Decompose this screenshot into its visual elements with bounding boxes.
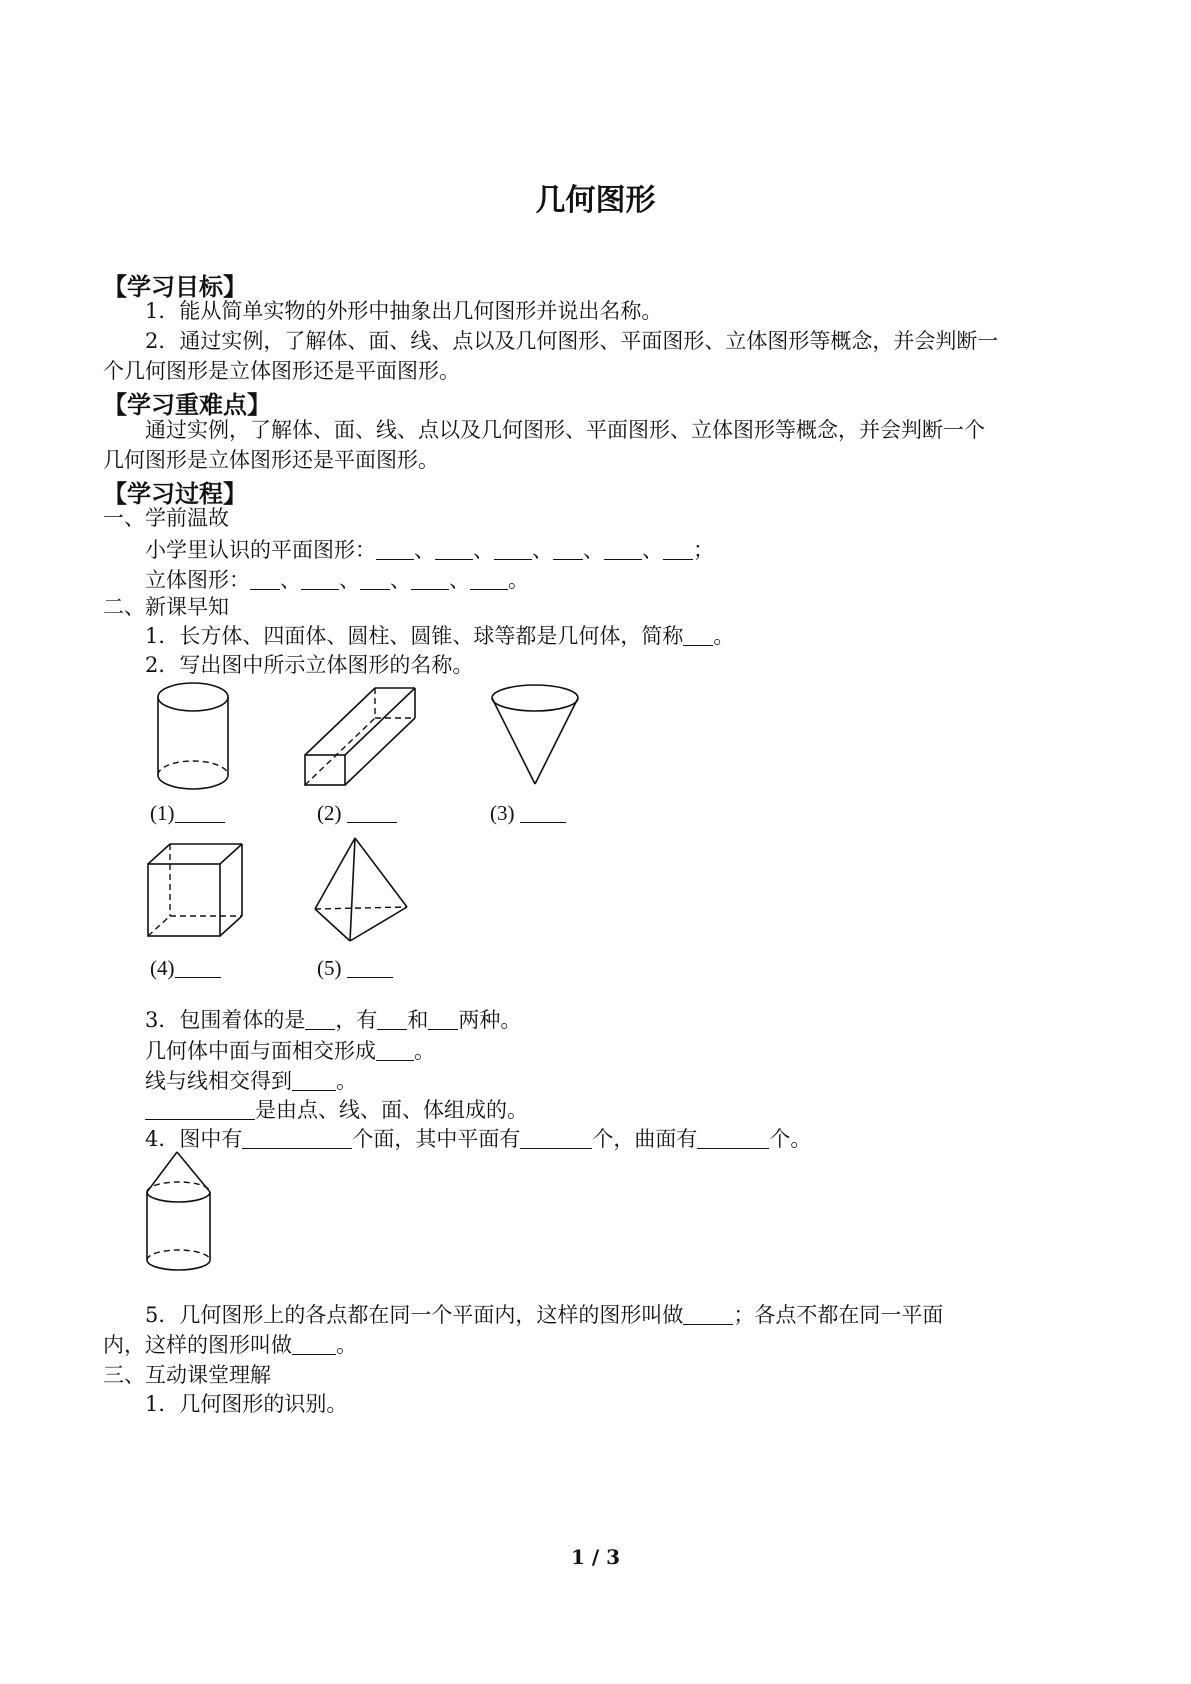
answer-blank[interactable] bbox=[683, 625, 713, 646]
answer-blank[interactable] bbox=[470, 569, 508, 590]
answer-blank[interactable] bbox=[376, 1040, 414, 1061]
plane-shapes-prefix: 小学里认识的平面图形： bbox=[145, 538, 376, 562]
figure-label-5: (5) bbox=[317, 953, 393, 983]
question-3: 3．包围着体的是 ，有 和 两种。 bbox=[145, 1008, 522, 1032]
plane-shapes-line: 小学里认识的平面图形： 、 、 、 、 、 ； bbox=[145, 538, 714, 562]
answer-blank[interactable] bbox=[242, 1128, 352, 1149]
answer-blank[interactable] bbox=[292, 1334, 336, 1355]
answer-blank[interactable] bbox=[360, 569, 390, 590]
process-heading: 【学习过程】 bbox=[103, 479, 247, 508]
page-number: 1 / 3 bbox=[570, 1545, 621, 1569]
answer-blank[interactable] bbox=[411, 569, 449, 590]
answer-blank[interactable] bbox=[301, 569, 339, 590]
tetrahedron-figure bbox=[310, 835, 410, 945]
cone-figure bbox=[490, 682, 585, 792]
answer-blank[interactable] bbox=[494, 539, 532, 560]
goal-item-1: 1．能从简单实物的外形中抽象出几何图形并说出名称。 bbox=[145, 299, 663, 323]
question-3-line4: 是由点、线、面、体组成的。 bbox=[145, 1095, 528, 1125]
answer-blank[interactable] bbox=[376, 539, 414, 560]
solid-shapes-prefix: 立体图形： bbox=[145, 568, 250, 592]
answer-blank[interactable] bbox=[428, 1009, 458, 1030]
answer-blank[interactable] bbox=[347, 957, 393, 978]
figure-label-1: (1) bbox=[150, 798, 225, 828]
answer-blank[interactable] bbox=[435, 539, 473, 560]
question-4: 4．图中有 个面，其中平面有 个，曲面有 个。 bbox=[145, 1127, 812, 1151]
answer-blank[interactable] bbox=[175, 957, 221, 978]
goals-heading: 【学习目标】 bbox=[103, 272, 247, 301]
answer-blank[interactable] bbox=[520, 802, 566, 823]
page-title: 几何图形 bbox=[535, 183, 656, 218]
part2-heading: 二、新课早知 bbox=[103, 595, 229, 619]
cone-cylinder-figure bbox=[140, 1150, 220, 1275]
question-3-line3: 线与线相交得到 。 bbox=[145, 1069, 357, 1093]
question-2: 2．写出图中所示立体图形的名称。 bbox=[145, 653, 474, 677]
answer-blank[interactable] bbox=[377, 1009, 407, 1030]
keypoints-line2: 几何图形是立体图形还是平面图形。 bbox=[103, 448, 439, 472]
figure-label-3: (3) bbox=[490, 798, 566, 828]
keypoints-heading: 【学习重难点】 bbox=[103, 390, 271, 419]
part3-question-1: 1．几何图形的识别。 bbox=[145, 1392, 348, 1416]
cylinder-figure bbox=[155, 680, 235, 795]
figure-label-4: (4) bbox=[150, 953, 221, 983]
cuboid-figure bbox=[300, 685, 425, 790]
solid-shapes-line: 立体图形： 、 、 、 、 。 bbox=[145, 568, 529, 592]
answer-blank[interactable] bbox=[145, 1099, 255, 1120]
answer-blank[interactable] bbox=[697, 1128, 769, 1149]
answer-blank[interactable] bbox=[663, 539, 693, 560]
goal-item-2-line1: 2．通过实例，了解体、面、线、点以及几何图形、平面图形、立体图形等概念，并会判断一 bbox=[145, 329, 999, 353]
question-1: 1．长方体、四面体、圆柱、圆锥、球等都是几何体，简称 。 bbox=[145, 624, 735, 648]
answer-blank[interactable] bbox=[250, 569, 280, 590]
part1-heading: 一、学前温故 bbox=[103, 506, 229, 530]
goal-item-2-line2: 个几何图形是立体图形还是平面图形。 bbox=[103, 359, 460, 383]
keypoints-line1: 通过实例，了解体、面、线、点以及几何图形、平面图形、立体图形等概念，并会判断一个 bbox=[145, 418, 985, 442]
question-5-line1: 5．几何图形上的各点都在同一个平面内，这样的图形叫做 ；各点不都在同一平面 bbox=[145, 1303, 944, 1327]
answer-blank[interactable] bbox=[305, 1009, 335, 1030]
figure-label-2: (2) bbox=[317, 798, 397, 828]
answer-blank[interactable] bbox=[683, 1304, 733, 1325]
part3-heading: 三、互动课堂理解 bbox=[103, 1363, 271, 1387]
cube-figure bbox=[145, 842, 245, 942]
answer-blank[interactable] bbox=[604, 539, 642, 560]
answer-blank[interactable] bbox=[347, 802, 397, 823]
question-3-line2: 几何体中面与面相交形成 。 bbox=[145, 1039, 435, 1063]
question-5-line2: 内，这样的图形叫做 。 bbox=[103, 1333, 357, 1357]
answer-blank[interactable] bbox=[553, 539, 583, 560]
answer-blank[interactable] bbox=[175, 802, 225, 823]
answer-blank[interactable] bbox=[292, 1070, 336, 1091]
answer-blank[interactable] bbox=[520, 1128, 592, 1149]
